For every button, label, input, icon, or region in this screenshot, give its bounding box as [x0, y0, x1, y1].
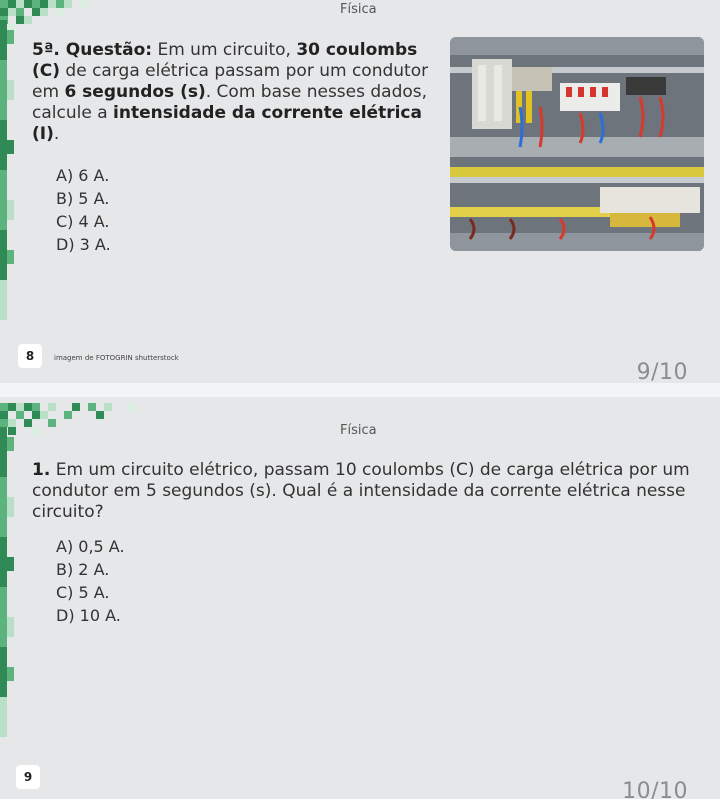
pixel-strip-decoration [0, 0, 14, 330]
slide-10 [0, 397, 720, 799]
pixel-pattern-decoration [0, 0, 120, 36]
option-d[interactable]: D) 10 A. [56, 606, 121, 625]
page-number-badge: 8 [18, 344, 42, 368]
electrical-panel-photo [450, 37, 704, 251]
option-a[interactable]: A) 0,5 A. [56, 537, 125, 556]
slide-counter: 10/10 [622, 779, 688, 799]
option-b[interactable]: B) 2 A. [56, 560, 110, 579]
answer-options [56, 164, 111, 256]
option-c[interactable]: C) 5 A. [56, 583, 110, 602]
option-b[interactable]: B) 5 A. [56, 189, 110, 208]
slide-counter: 9/10 [636, 360, 688, 383]
question-text: 1. Em um circuito elétrico, passam 10 coulombs (C) de carga elétrica por um condutor em 5 segundos (s). Qual é a intensidade da corrente elétrica nesse circuito? [32, 460, 690, 522]
subject-title: Física [340, 2, 377, 17]
pixel-pattern-decoration [0, 397, 160, 443]
slide-separator [0, 383, 720, 397]
subject-title: Física [340, 423, 377, 438]
option-a[interactable]: A) 6 A. [56, 166, 110, 185]
slide-9 [0, 0, 720, 383]
option-d[interactable]: D) 3 A. [56, 235, 111, 254]
page-number-badge: 9 [16, 765, 40, 789]
question-text: 5ª. Questão: Em um circuito, 30 coulombs (C) de carga elétrica passam por um condutor em 6 segundos (s). Com base nesses dados, calcule a intensidade da corrente elétrica (I). [32, 40, 429, 144]
image-credit: imagem de FOTOGRIN shutterstock [54, 354, 179, 362]
answer-options [56, 535, 125, 627]
pixel-strip-decoration [0, 397, 14, 747]
option-c[interactable]: C) 4 A. [56, 212, 110, 231]
